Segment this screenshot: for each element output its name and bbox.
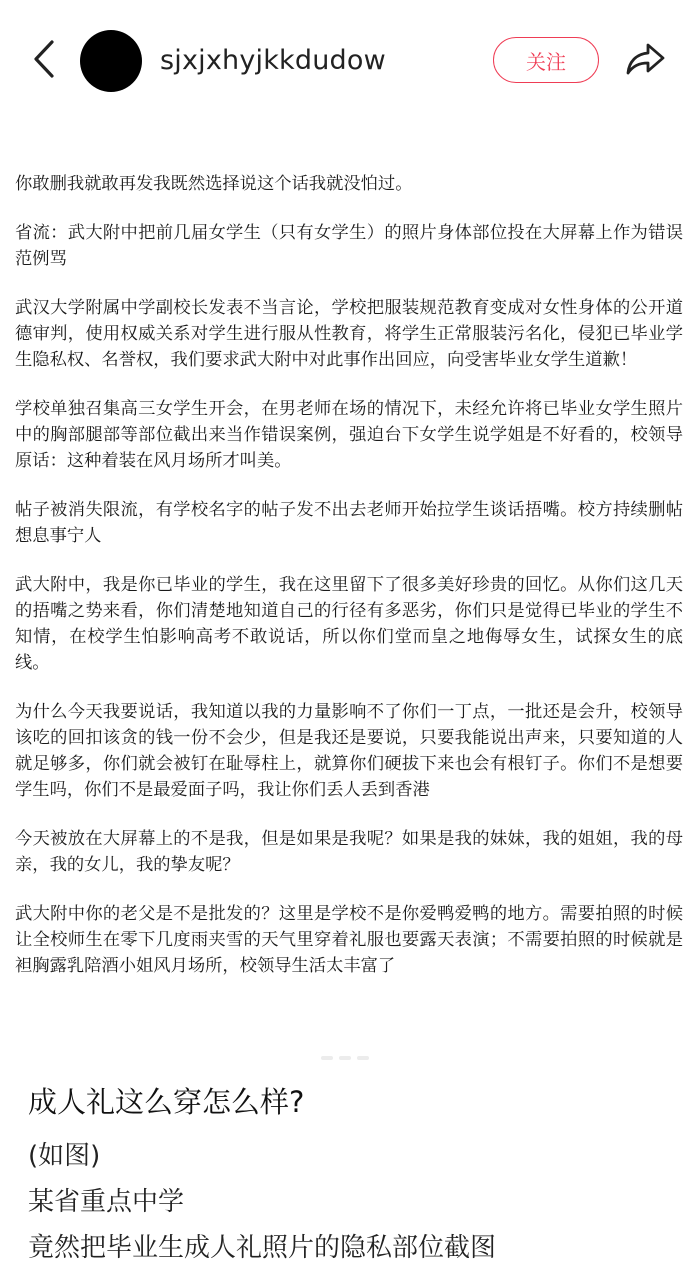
chevron-left-icon [30,38,58,84]
paragraph: 今天被放在大屏幕上的不是我，但是如果是我呢？如果是我的妹妹，我的姐姐，我的母亲，我的女儿，我的挚友呢？ [15,829,683,875]
paragraph: 武大附中你的老父是不是批发的？这里是学校不是你爱鸭爱鸭的地方。需要拍照的时候让全校师生在零下几度雨夹雪的天气里穿着礼服也要露天表演；不需要拍照的时候就是袒胸露乳陪酒小姐风月场所，校领导生活太丰富了 [15,904,683,976]
post-caption-line: (如图) [28,1141,101,1171]
back-button[interactable] [26,38,62,84]
paragraph: 武汉大学附属中学副校长发表不当言论，学校把服装规范教育变成对女性身体的公开道德审判，使用权威关系对学生进行服从性教育，将学生正常服装污名化，侵犯已毕业学生隐私权、名誉权，我们要求武大附中对此事作出回应，向受害毕业女学生道歉！ [15,298,683,370]
paragraph: 你敢删我就敢再发我既然选择说这个话我就没怕过。 [15,174,413,194]
image-pager [300,1053,390,1063]
follow-button[interactable]: 关注 [493,37,599,83]
paragraph: 省流：武大附中把前几届女学生（只有女学生）的照片身体部位投在大屏幕上作为错误范例骂 [15,223,683,269]
share-button[interactable] [622,40,668,82]
paragraph: 为什么今天我要说话，我知道以我的力量影响不了你们一丁点，一批还是会升，校领导该吃的回扣该贪的钱一份不会少，但是我还是要说，只要我能说出声来，只要知道的人就足够多，你们就会被钉在耻辱柱上，就算你们硬拔下来也会有根钉子。你们不是想要学生吗，你们不是最爱面子吗，我让你们丢人丢到香港 [15,702,683,800]
post-image-text [15,171,683,1002]
avatar[interactable] [80,30,142,92]
author-username[interactable]: sjxjxhyjkkdudow [160,45,386,76]
paragraph: 武大附中，我是你已毕业的学生，我在这里留下了很多美好珍贵的回忆。从你们这几天的捂嘴之势来看，你们清楚地知道自己的行径有多恶劣，你们只是觉得已毕业的学生不知情，在校学生怕影响高考不敢说话，所以你们堂而皇之地侮辱女生，试探女生的底线。 [15,575,683,673]
pager-dot [357,1056,369,1060]
paragraph: 帖子被消失限流，有学校名字的帖子发不出去老师开始拉学生谈话捂嘴。校方持续删帖想息事宁人 [15,500,683,546]
paragraph: 学校单独召集高三女学生开会，在男老师在场的情况下，未经允许将已毕业女学生照片中的胸部腿部等部位截出来当作错误案例，强迫台下女学生说学姐是不好看的，校领导原话：这种着装在风月场所才叫美。 [15,399,683,471]
post-header [0,0,695,122]
post-title: 成人礼这么穿怎么样? [28,1085,305,1119]
pager-dot [339,1056,351,1060]
post-caption-line: 竟然把毕业生成人礼照片的隐私部位截图 [28,1233,497,1263]
share-arrow-icon [624,40,666,82]
post-caption-line: 某省重点中学 [28,1187,185,1217]
pager-dot [321,1056,333,1060]
